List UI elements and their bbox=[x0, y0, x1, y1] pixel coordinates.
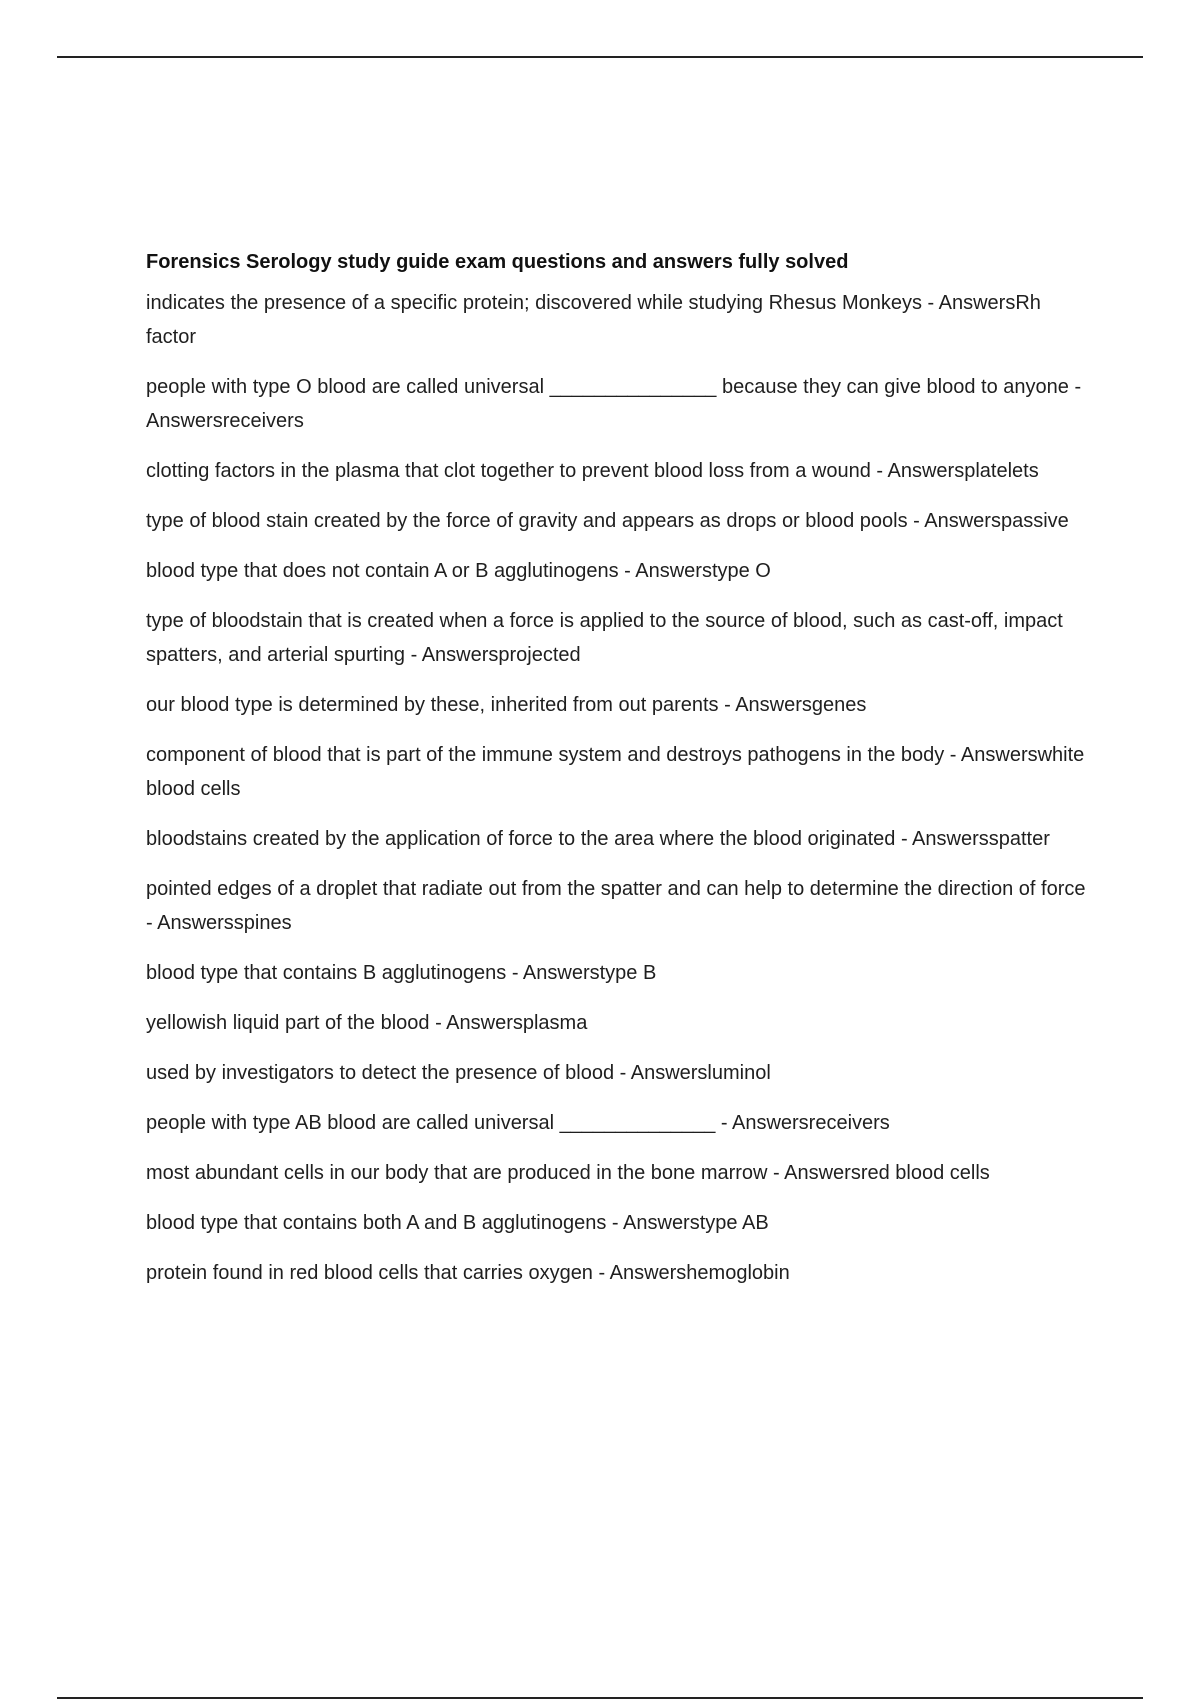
qa-item: most abundant cells in our body that are produced in the bone marrow - Answersred blood cells bbox=[146, 1162, 990, 1184]
footer-rule bbox=[57, 1697, 1143, 1699]
document-body bbox=[146, 248, 1096, 1306]
qa-item: used by investigators to detect the presence of blood - Answersluminol bbox=[146, 1062, 771, 1084]
qa-item: type of blood stain created by the force of gravity and appears as drops or blood pools - Answerspassive bbox=[146, 510, 1069, 532]
qa-item: bloodstains created by the application of force to the area where the blood originated - Answersspatter bbox=[146, 828, 1050, 850]
qa-item: our blood type is determined by these, inherited from out parents - Answersgenes bbox=[146, 694, 867, 716]
qa-item: people with type O blood are called universal _______________ because they can give blood to anyone - Answersreceivers bbox=[146, 376, 1082, 432]
qa-list bbox=[146, 286, 1096, 1290]
qa-item: protein found in red blood cells that carries oxygen - Answershemoglobin bbox=[146, 1262, 790, 1284]
qa-item: blood type that does not contain A or B agglutinogens - Answerstype O bbox=[146, 560, 771, 582]
qa-item: clotting factors in the plasma that clot together to prevent blood loss from a wound - Answersplatelets bbox=[146, 460, 1039, 482]
qa-item: blood type that contains both A and B agglutinogens - Answerstype AB bbox=[146, 1212, 769, 1234]
qa-item: pointed edges of a droplet that radiate out from the spatter and can help to determine the direction of force - Answersspines bbox=[146, 878, 1086, 934]
qa-item: component of blood that is part of the immune system and destroys pathogens in the body - Answerswhite blood cells bbox=[146, 744, 1085, 800]
qa-item: indicates the presence of a specific protein; discovered while studying Rhesus Monkeys - AnswersRh factor bbox=[146, 292, 1041, 348]
qa-item: blood type that contains B agglutinogens - Answerstype B bbox=[146, 962, 657, 984]
header-rule bbox=[57, 56, 1143, 58]
qa-item: yellowish liquid part of the blood - Answersplasma bbox=[146, 1012, 588, 1034]
qa-item: people with type AB blood are called universal ______________ - Answersreceivers bbox=[146, 1112, 890, 1134]
qa-item: type of bloodstain that is created when a force is applied to the source of blood, such as cast-off, impact spatters, and arterial spurting - Answersprojected bbox=[146, 610, 1063, 666]
document-title: Forensics Serology study guide exam questions and answers fully solved bbox=[146, 251, 849, 273]
